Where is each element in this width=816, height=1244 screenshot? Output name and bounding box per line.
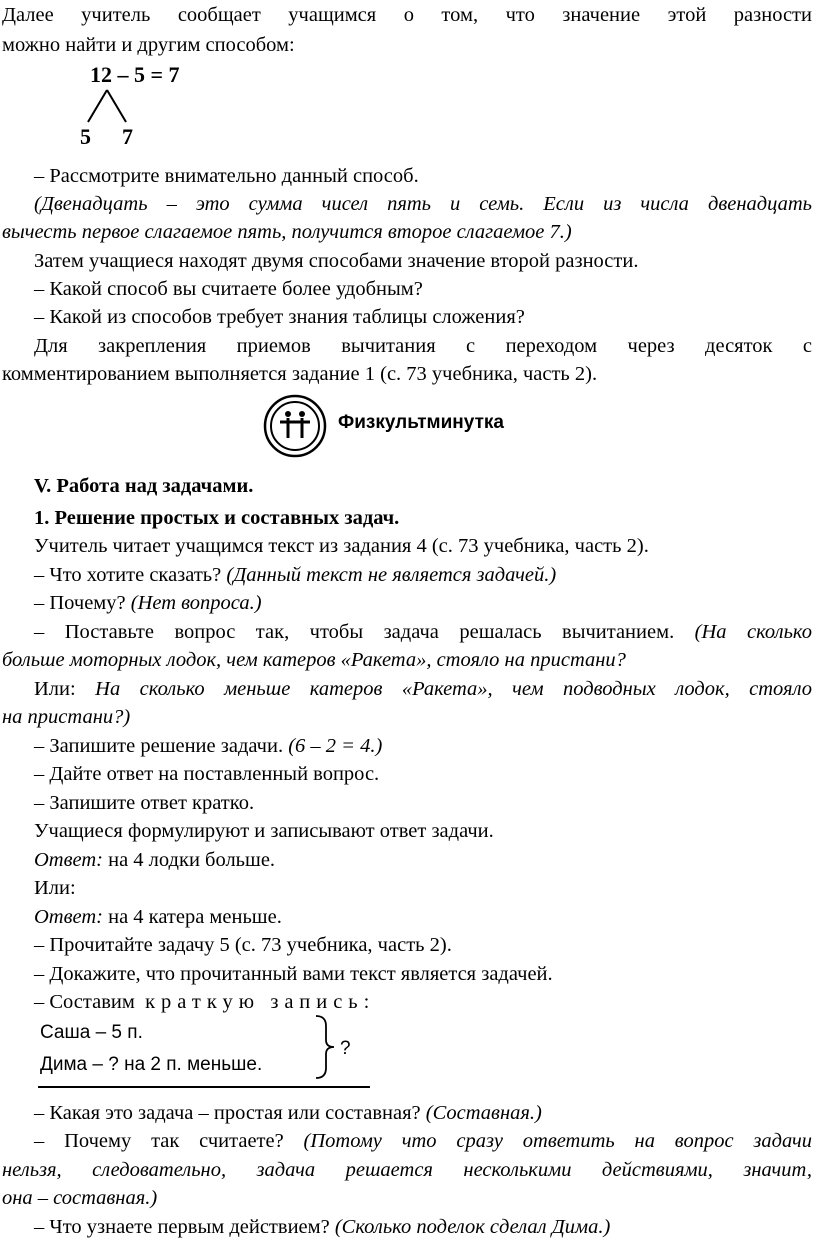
text-line: комментированием выполняется задание 1 (с. 73 учебника, часть 2). bbox=[2, 363, 598, 385]
text-line: – Какая это задача – простая или составная? (Составная.) bbox=[34, 1102, 542, 1124]
text-line: – Почему? (Нет вопроса.) bbox=[34, 592, 262, 614]
text-line: – Какой из способов требует знания таблицы сложения? bbox=[34, 306, 525, 328]
diagram-equation: 12 – 5 = 7 bbox=[90, 62, 180, 87]
answer-italic-line: больше моторных лодок, чем катеров «Ракета», стояло на пристани? bbox=[2, 649, 626, 671]
text-line: – Поставьте вопрос так, чтобы задача решалась вычитанием. (На сколько bbox=[34, 621, 812, 643]
text-line: – Дайте ответ на поставленный вопрос. bbox=[34, 763, 380, 785]
fizkultminutka-label: Физкультминутка bbox=[338, 412, 504, 433]
answer-italic-line: нельзя, следовательно, задача решается несколькими действиями, значит, bbox=[2, 1159, 812, 1181]
curly-brace bbox=[312, 1012, 342, 1082]
text-line: – Почему так считаете? (Потому что сразу ответить на вопрос задачи bbox=[34, 1130, 812, 1152]
text-line: Затем учащиеся находят двумя способами значение второй разности. bbox=[34, 250, 639, 272]
text-line: – Запишите ответ кратко. bbox=[34, 792, 255, 814]
intro-line-2: можно найти и другим способом: bbox=[2, 34, 295, 56]
answer-italic-line: она – составная.) bbox=[2, 1187, 158, 1209]
text-line: – Что узнаете первым действием? (Сколько поделок сделал Дима.) bbox=[34, 1216, 611, 1238]
text-line: Или: На сколько меньше катеров «Ракета», чем подводных лодок, стояло bbox=[34, 678, 813, 700]
text-line: – Прочитайте задачу 5 (с. 73 учебника, часть 2). bbox=[34, 934, 452, 956]
diagram-branch bbox=[70, 88, 150, 128]
short-note-row-2: Дима – ? на 2 п. меньше. bbox=[40, 1054, 263, 1075]
diagram-left-number: 5 bbox=[80, 124, 91, 149]
text-line: – Составим краткую запись: bbox=[34, 991, 376, 1013]
text-line: – Какой способ вы считаете более удобным? bbox=[34, 278, 423, 300]
diagram-right-number: 7 bbox=[122, 124, 133, 149]
text-line: – Докажите, что прочитанный вами текст является задачей. bbox=[34, 963, 553, 985]
short-note-row-1: Саша – 5 п. bbox=[40, 1022, 143, 1043]
fizkultminutka-icon bbox=[262, 394, 330, 458]
text-line: – Рассмотрите внимательно данный способ. bbox=[34, 165, 419, 187]
text-line: Учитель читает учащимся текст из задания 4 (с. 73 учебника, часть 2). bbox=[34, 535, 649, 557]
text-line: Учащиеся формулируют и записывают ответ задачи. bbox=[34, 820, 494, 842]
short-note-question: ? bbox=[340, 1038, 351, 1059]
answer-line: Ответ: на 4 катера меньше. bbox=[34, 906, 282, 928]
answer-italic-line: вычесть первое слагаемое пять, получится второе слагаемое 7.) bbox=[2, 221, 572, 243]
subsection-heading: 1. Решение простых и составных задач. bbox=[34, 507, 400, 529]
intro-line-1: Далее учитель сообщает учащимся о том, что значение этой разности bbox=[2, 4, 812, 26]
answer-italic-line: (Двенадцать – это сумма чисел пять и семь. Если из числа двенадцать bbox=[34, 193, 812, 215]
text-line: – Запишите решение задачи. (6 – 2 = 4.) bbox=[34, 735, 383, 757]
text-line: Для закрепления приемов вычитания с переходом через десяток с bbox=[34, 335, 812, 357]
text-line: – Что хотите сказать? (Данный текст не является задачей.) bbox=[34, 564, 557, 586]
answer-italic-line: на пристани?) bbox=[2, 706, 131, 728]
section-heading: V. Работа над задачами. bbox=[34, 475, 254, 497]
text-line: Или: bbox=[34, 877, 76, 899]
answer-line: Ответ: на 4 лодки больше. bbox=[34, 849, 276, 871]
short-note-underline bbox=[38, 1086, 370, 1088]
